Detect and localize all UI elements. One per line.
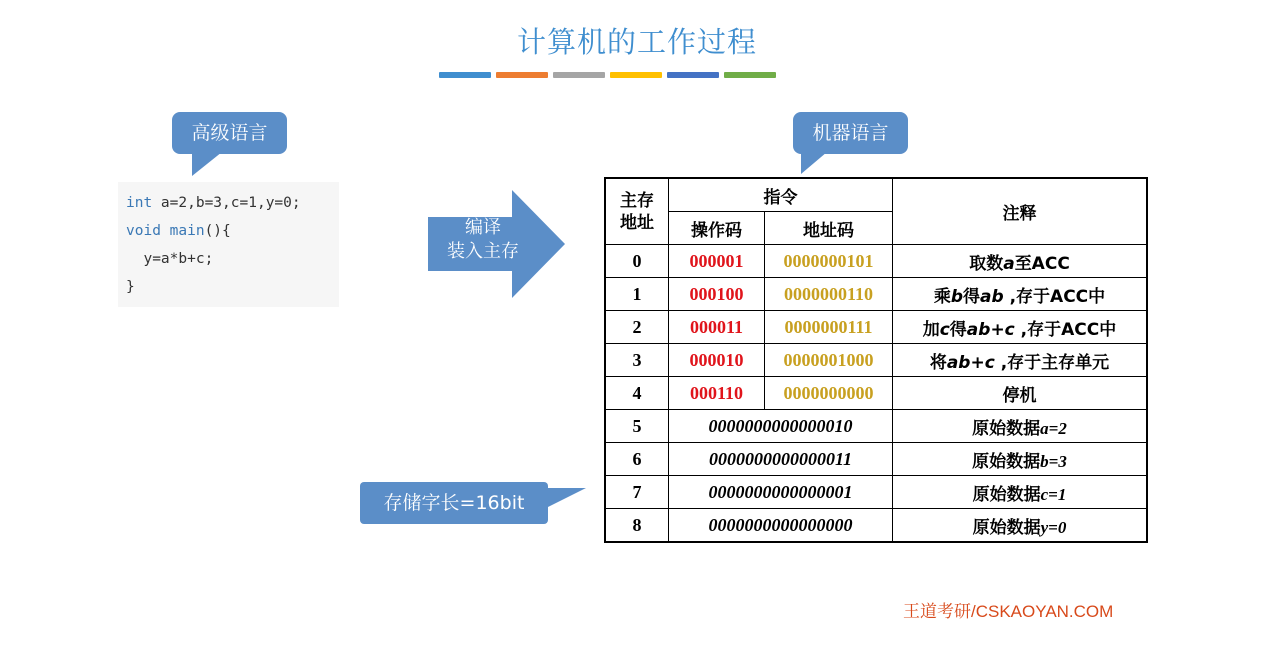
table-row — [605, 443, 1147, 476]
cell-address-code: 0000001000 — [765, 344, 893, 377]
comment-text: 将 — [929, 352, 947, 373]
cell-address: 3 — [605, 344, 669, 377]
cell-opcode: 000110 — [669, 377, 765, 410]
cell-opcode: 000001 — [669, 245, 765, 278]
cell-comment — [893, 278, 1148, 311]
cell-data-value: 0000000000000001 — [669, 476, 893, 509]
machine-language-callout — [793, 112, 908, 154]
cell-comment — [893, 443, 1148, 476]
cell-address-code: 0000000110 — [765, 278, 893, 311]
table-row — [605, 377, 1147, 410]
cell-comment — [893, 410, 1148, 443]
cell-address: 8 — [605, 509, 669, 543]
table-row — [605, 245, 1147, 278]
word-length-callout — [360, 482, 548, 524]
cell-address: 6 — [605, 443, 669, 476]
cell-opcode: 000011 — [669, 311, 765, 344]
color-bar-5 — [667, 72, 719, 78]
table-row — [605, 344, 1147, 377]
comment-variable: y=0 — [1040, 517, 1067, 537]
code-line-1 — [126, 189, 301, 217]
comment-variable: b — [950, 286, 964, 307]
callout-tail — [192, 152, 222, 176]
color-bar-3 — [553, 72, 605, 78]
table-row — [605, 476, 1147, 509]
color-bar-2 — [496, 72, 548, 78]
cell-address: 7 — [605, 476, 669, 509]
color-bar-1 — [439, 72, 491, 78]
header-address-line1: 主存 — [620, 190, 654, 211]
word-length-callout-tail — [546, 486, 588, 510]
cell-address-code: 0000000101 — [765, 245, 893, 278]
comment-variable: c — [939, 319, 950, 340]
table-row — [605, 311, 1147, 344]
callout-tail — [801, 152, 827, 174]
code-line-4: } — [126, 279, 135, 295]
code-brace: (){ — [204, 223, 231, 239]
cell-comment — [893, 311, 1148, 344]
comment-variable: a=2 — [1040, 418, 1067, 438]
header-instruction: 指令 — [669, 178, 893, 212]
cell-comment — [893, 509, 1148, 543]
page-title: 计算机的工作过程 — [516, 25, 757, 59]
comment-text: 原始数据 — [972, 451, 1041, 472]
color-bar-strip — [439, 72, 776, 78]
comment-text: 加 — [922, 319, 940, 340]
header-comment: 注释 — [893, 178, 1148, 245]
cell-comment — [893, 377, 1148, 410]
cell-address: 4 — [605, 377, 669, 410]
comment-variable: ab — [980, 286, 1004, 307]
cell-address-code: 0000000111 — [765, 311, 893, 344]
comment-text: 至ACC — [1014, 253, 1070, 274]
cell-data-value: 0000000000000010 — [669, 410, 893, 443]
function-name: main — [169, 223, 205, 239]
cell-opcode: 000100 — [669, 278, 765, 311]
comment-text: 原始数据 — [972, 484, 1041, 505]
table-header-row — [605, 178, 1147, 212]
comment-text: 得 — [963, 286, 981, 307]
cell-comment — [893, 245, 1148, 278]
color-bar-6 — [724, 72, 776, 78]
cell-address: 1 — [605, 278, 669, 311]
machine-code-table — [604, 177, 1148, 543]
color-bar-4 — [610, 72, 662, 78]
comment-variable: ab+c — [946, 352, 995, 373]
comment-variable: ab+c — [966, 319, 1015, 340]
comment-text: ,存于主存单元 — [994, 352, 1110, 373]
comment-text: 乘 — [933, 286, 951, 307]
footer-brand: 王道考研/CSKAOYAN.COM — [903, 602, 1114, 621]
arrow-label-line2: 装入主存 — [447, 241, 519, 262]
keyword-void: void — [126, 223, 161, 239]
high-level-language-callout — [172, 112, 287, 154]
machine-language-label: 机器语言 — [812, 122, 889, 144]
code-line-3: y=a*b+c; — [126, 251, 214, 267]
word-length-label: 存储字长=16bit — [383, 492, 525, 514]
header-main-memory-address — [605, 178, 669, 245]
comment-text: 得 — [949, 319, 967, 340]
header-address-code: 地址码 — [765, 212, 893, 245]
header-opcode: 操作码 — [669, 212, 765, 245]
comment-text: 原始数据 — [972, 418, 1041, 439]
cell-address-code: 0000000000 — [765, 377, 893, 410]
cell-address: 2 — [605, 311, 669, 344]
cell-opcode: 000010 — [669, 344, 765, 377]
cell-data-value: 0000000000000011 — [669, 443, 893, 476]
comment-text: 取数 — [969, 253, 1004, 274]
comment-text: ,存于ACC中 — [1014, 319, 1117, 340]
comment-variable: b=3 — [1040, 451, 1067, 471]
comment-text: ,存于ACC中 — [1003, 286, 1106, 307]
arrow-label-line1: 编译 — [465, 217, 501, 238]
table-row — [605, 410, 1147, 443]
comment-variable: c=1 — [1040, 484, 1067, 504]
table-row — [605, 509, 1147, 543]
comment-text: 原始数据 — [972, 517, 1041, 538]
code-declaration: a=2,b=3,c=1,y=0; — [152, 195, 301, 211]
comment-variable: a — [1003, 253, 1015, 274]
cell-comment — [893, 476, 1148, 509]
code-block — [118, 182, 339, 307]
header-address-line2: 地址 — [620, 212, 654, 233]
cell-address: 0 — [605, 245, 669, 278]
compile-arrow — [428, 190, 565, 298]
keyword-int: int — [126, 195, 153, 211]
table-row — [605, 278, 1147, 311]
comment-text: 停机 — [1002, 385, 1037, 406]
code-line-2 — [126, 217, 231, 245]
cell-data-value: 0000000000000000 — [669, 509, 893, 543]
arrow-label — [428, 216, 538, 264]
high-level-language-label: 高级语言 — [191, 122, 268, 144]
cell-comment — [893, 344, 1148, 377]
cell-address: 5 — [605, 410, 669, 443]
